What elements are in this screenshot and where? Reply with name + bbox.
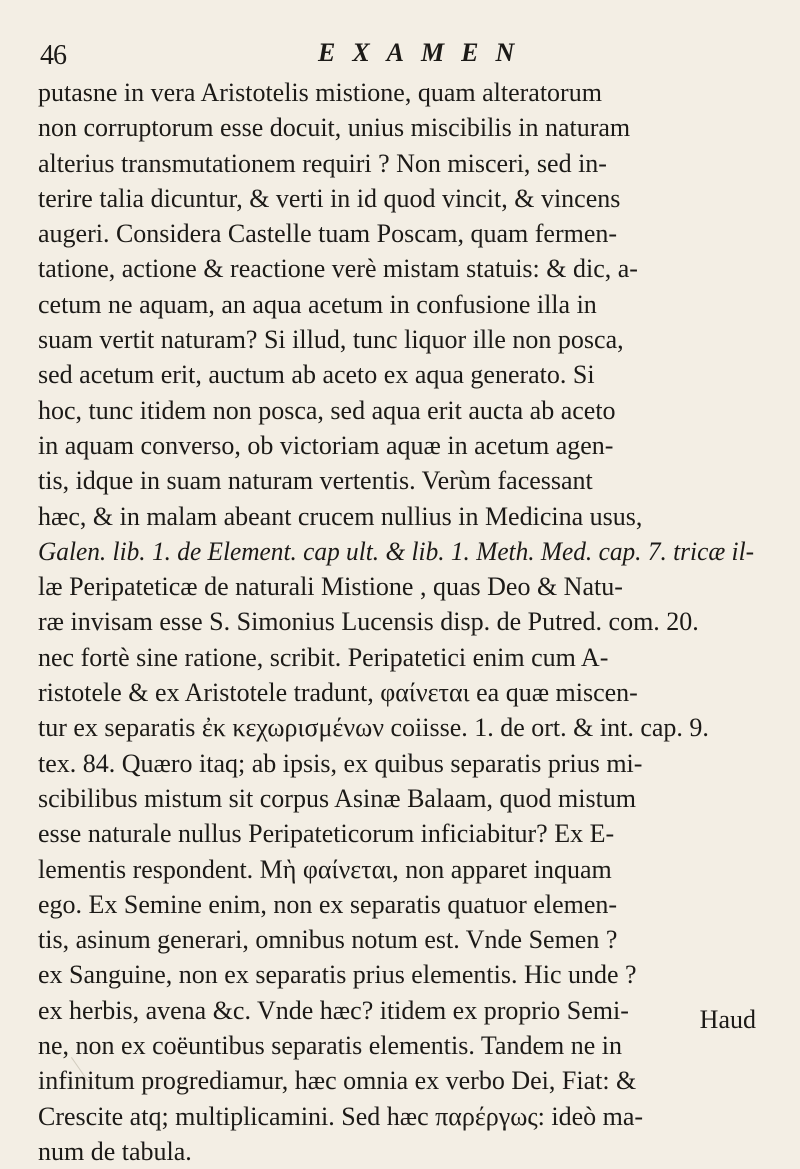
text-line: tatione, actione & reactione verè mistam statuis: & dic, a- [38,254,638,284]
text-line: non corruptorum esse docuit, unius miscibilis in naturam [38,113,631,143]
text-line: suam vertit naturam? Si illud, tunc liquor ille non posca, [38,325,624,355]
text-line: Crescite atq; multiplicamini. Sed hæc παρέργως: ideò ma- [38,1101,644,1131]
citation-line: Galen. lib. 1. de Element. cap ult. & lib. 1. Meth. Med. cap. 7. tricæ il- [38,536,755,566]
text-line: ræ invisam esse S. Simonius Lucensis disp. de Putred. com. 20. [38,607,699,637]
text-line: tis, idque in suam naturam vertentis. Verùm facessant [38,466,593,496]
text-line: læ Peripateticæ de naturali Mistione , quas Deo & Natu- [38,572,623,602]
text-line: ristotele & ex Aristotele tradunt, φαίνεται ea quæ miscen- [38,678,638,708]
text-line: ne, non ex coëuntibus separatis elementis. Tandem ne in [38,1031,622,1061]
text-line: in aquam converso, ob victoriam aquæ in acetum agen- [38,430,614,460]
text-line: putasne in vera Aristotelis mistione, quam alteratorum [38,78,602,107]
text-line: tur ex separatis ἐκ κεχωρισμένων coiisse. 1. de ort. & int. cap. 9. [38,713,709,743]
text-line: tis, asinum generari, omnibus notum est. Vnde Semen ? [38,925,618,955]
text-line: scibilibus mistum sit corpus Asinæ Balaam, quod mistum [38,783,637,813]
text-line: terire talia dicuntur, & verti in id quod vincit, & vincens [38,183,621,213]
text-line: augeri. Considera Castelle tuam Poscam, quam fermen- [38,219,618,249]
running-head: EXAMEN [318,38,532,67]
text-line: tex. 84. Quæro itaq; ab ipsis, ex quibus separatis prius mi- [38,748,643,778]
catchword-container [700,1003,756,1037]
text-line: cetum ne aquam, an aqua acetum in confusione illa in [38,289,597,319]
page-number: 46 [40,40,66,71]
text-line: ego. Ex Semine enim, non ex separatis quatuor elemen- [38,889,618,919]
text-line: lementis respondent. Μὴ φαίνεται, non apparet inquam [38,854,612,884]
text-line: hoc, tunc itidem non posca, sed aqua erit aucta ab aceto [38,395,616,425]
body-text [38,75,754,1169]
text-line: ex Sanguine, non ex separatis prius elementis. Hic unde ? [38,960,637,990]
text-line: infinitum progrediamur, hæc omnia ex verbo Dei, Fiat: & [38,1066,637,1096]
text-line: esse naturale nullus Peripateticorum inficiabitur? Ex E- [38,819,615,849]
text-line: num de tabula. [38,1136,192,1166]
text-line: ex herbis, avena &c. Vnde hæc? itidem ex proprio Semi- [38,995,629,1025]
text-line: alterius transmutationem requiri ? Non misceri, sed in- [38,148,607,178]
text-line: sed acetum erit, auctum ab aceto ex aqua generato. Si [38,360,595,390]
text-line: hæc, & in malam abeant crucem nullius in Medicina usus, [38,501,643,531]
catchword: Haud [699,1005,756,1034]
text-line: nec fortè sine ratione, scribit. Peripatetici enim cum A- [38,642,609,672]
page-header [40,30,760,70]
